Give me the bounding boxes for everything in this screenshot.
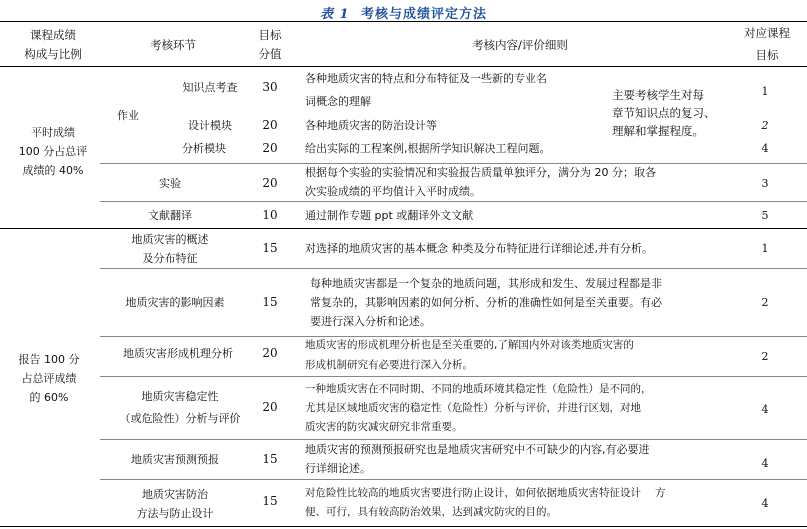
item-content: 每种地质灾害都是一个复杂的地质问题，其形成和发生、发展过程都是非 常复杂的，其影响因素的如何分析、分析的准确性如何是至关重要。有必 要进行深入分析和论述。: [310, 277, 662, 328]
group-regular: 平时成绩 100 分占总评 成绩的 40%: [18, 126, 88, 177]
top-rule: [0, 21, 807, 22]
item-score: 15: [262, 494, 278, 508]
item-target: 1: [761, 242, 769, 255]
item-name: 地质灾害形成机理分析: [123, 347, 233, 360]
item-target: 4: [761, 497, 769, 510]
item-score: 15: [262, 452, 278, 466]
item-content: 各种地质灾害的特点和分布特征及一些新的专业名 词概念的理解: [305, 72, 547, 108]
item-content: 地质灾害的形成机理分析也是至关重要的,了解国内外对该类地质灾害的 形成机制研究有必要进行深入分析。: [305, 339, 634, 371]
item-name: 知识点考查: [182, 81, 238, 94]
row-rule: [100, 268, 807, 269]
bottom-rule: [0, 526, 807, 527]
item-content: 通过制作专题 ppt 或翻译外文文献: [305, 209, 474, 222]
header-content: 考核内容/评价细则: [472, 38, 568, 52]
group-report: 报告 100 分 占总评成绩 的 60%: [18, 353, 80, 404]
item-content: 给出实际的工程案例,根据所学知识解决工程问题。: [305, 142, 551, 155]
item-target: 1: [761, 85, 769, 98]
group-rule: [0, 228, 807, 229]
table-number: 表 1: [319, 7, 350, 22]
item-target: 5: [761, 209, 769, 222]
item-name: 文献翻译: [148, 209, 192, 222]
homework-label: 作业: [117, 109, 139, 122]
item-score: 30: [262, 80, 278, 94]
item-target: 2: [761, 350, 769, 363]
item-name: 地质灾害预测预报: [131, 453, 219, 466]
item-content: 一种地质灾害在不同时期、不同的地质环境其稳定性（危险性）是不同的， 尤其是区域地质灾害的稳定性（危险性）分析与评价，并进行区划，对地 质灾害的防灾减灾研究非常重要。: [305, 383, 652, 433]
item-name: 地质灾害稳定性 （或危险性）分析与评价: [119, 390, 241, 425]
item-name: 实验: [159, 177, 181, 190]
item-score: 15: [262, 241, 278, 255]
item-target: 4: [761, 403, 769, 416]
header-rule: [0, 66, 807, 67]
item-content: 对危险性比较高的地质灾害要进行防止设计，如何依据地质灾害特征设计 方 便、可行，具有较高防治效果，达到减灾防灾的目的。: [305, 487, 666, 518]
item-target: 4: [761, 457, 769, 470]
item-score: 15: [262, 295, 278, 309]
item-name: 地质灾害防治 方法与防止设计: [136, 488, 214, 520]
item-score: 20: [262, 118, 278, 132]
row-rule: [100, 479, 807, 480]
item-content: 对选择的地质灾害的基本概念 种类及分布特征进行详细论述,并有分析。: [305, 242, 653, 255]
item-target: 2: [761, 296, 769, 309]
homework-note: 主要考核学生对每 章节知识点的复习、 理解和掌握程度。: [612, 88, 716, 138]
item-score: 20: [262, 400, 278, 414]
table-title: 考核与成绩评定方法: [361, 7, 488, 22]
row-rule: [100, 376, 807, 377]
item-target: 4: [761, 142, 769, 155]
table-caption: [0, 3, 807, 22]
item-score: 10: [262, 208, 278, 222]
item-content: 根据每个实验的实验情况和实验报告质量单独评分，满分为 20 分；取各 次实验成绩的平均值计入平时成绩。: [305, 166, 656, 198]
item-name: 设计模块: [188, 119, 232, 132]
header-item: 考核环节: [150, 38, 196, 52]
header-score: 目标 分值: [258, 28, 282, 61]
item-content: 各种地质灾害的防治设计等: [305, 119, 437, 132]
row-rule: [100, 201, 807, 202]
item-name: 分析模块: [182, 142, 226, 155]
item-score: 20: [262, 346, 278, 360]
item-score: 20: [262, 176, 278, 190]
header-target: 对应课程 目标: [744, 26, 790, 62]
item-name: 地质灾害的概述 及分布特征: [131, 233, 209, 265]
item-target: 2: [761, 119, 769, 132]
item-name: 地质灾害的影响因素: [125, 296, 225, 309]
item-target: 3: [761, 177, 769, 190]
item-score: 20: [262, 141, 278, 155]
header-composition: 课程成绩 构成与比例: [24, 28, 82, 61]
item-content: 地质灾害的预测预报研究也是地质灾害研究中不可缺少的内容,有必要进 行详细论述。: [305, 443, 650, 475]
